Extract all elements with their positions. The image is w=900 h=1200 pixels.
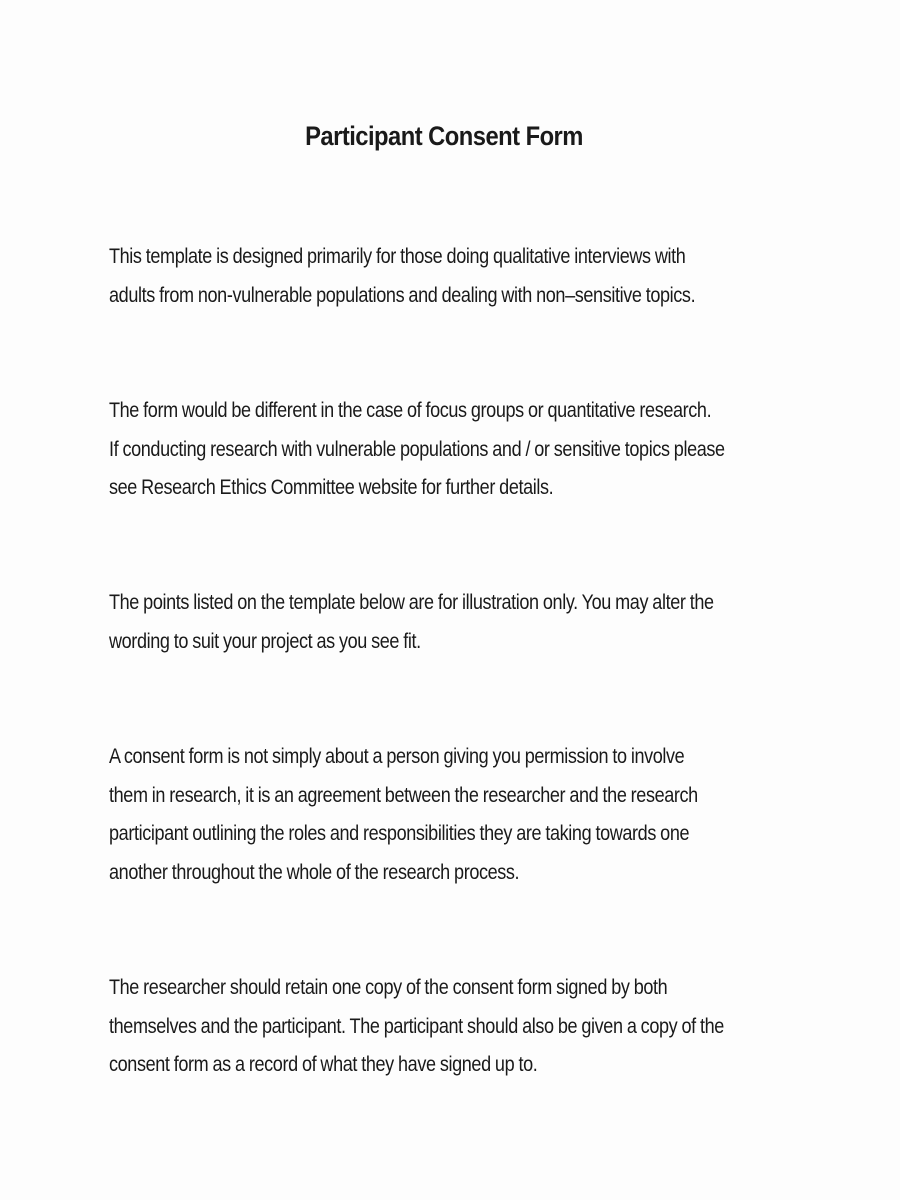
paragraph-line: The points listed on the template below are for illustration only. You may alter the (109, 591, 714, 614)
intro-paragraph (109, 238, 763, 315)
paragraph-line: The researcher should retain one copy of the consent form signed by both (109, 976, 668, 999)
paragraph-line: If conducting research with vulnerable populations and / or sensitive topics please (109, 437, 725, 461)
focus-groups-paragraph (109, 392, 763, 508)
paragraph-line: adults from non-vulnerable populations and dealing with non–sensitive topics. (109, 283, 696, 307)
paragraph-line: another throughout the whole of the research process. (109, 860, 520, 884)
paragraph-line: wording to suit your project as you see fit. (109, 629, 421, 653)
illustration-paragraph (109, 584, 763, 661)
paragraph-line: them in research, it is an agreement between the researcher and the research (109, 783, 698, 807)
retain-copy-paragraph (109, 969, 763, 1085)
paragraph-line: see Research Ethics Committee website for further details. (109, 476, 554, 499)
paragraph-line: A consent form is not simply about a person giving you permission to involve (109, 745, 685, 768)
agreement-paragraph (109, 738, 763, 892)
paragraph-line: themselves and the participant. The participant should also be given a copy of the (109, 1014, 724, 1038)
paragraph-line: participant outlining the roles and responsibilities they are taking towards one (109, 822, 690, 845)
paragraph-line: consent form as a record of what they have signed up to. (109, 1053, 538, 1076)
paragraph-line: The form would be different in the case of focus groups or quantitative research. (109, 399, 712, 422)
paragraph-line: This template is designed primarily for those doing qualitative interviews with (109, 245, 686, 268)
page-title: Participant Consent Form (305, 121, 583, 151)
